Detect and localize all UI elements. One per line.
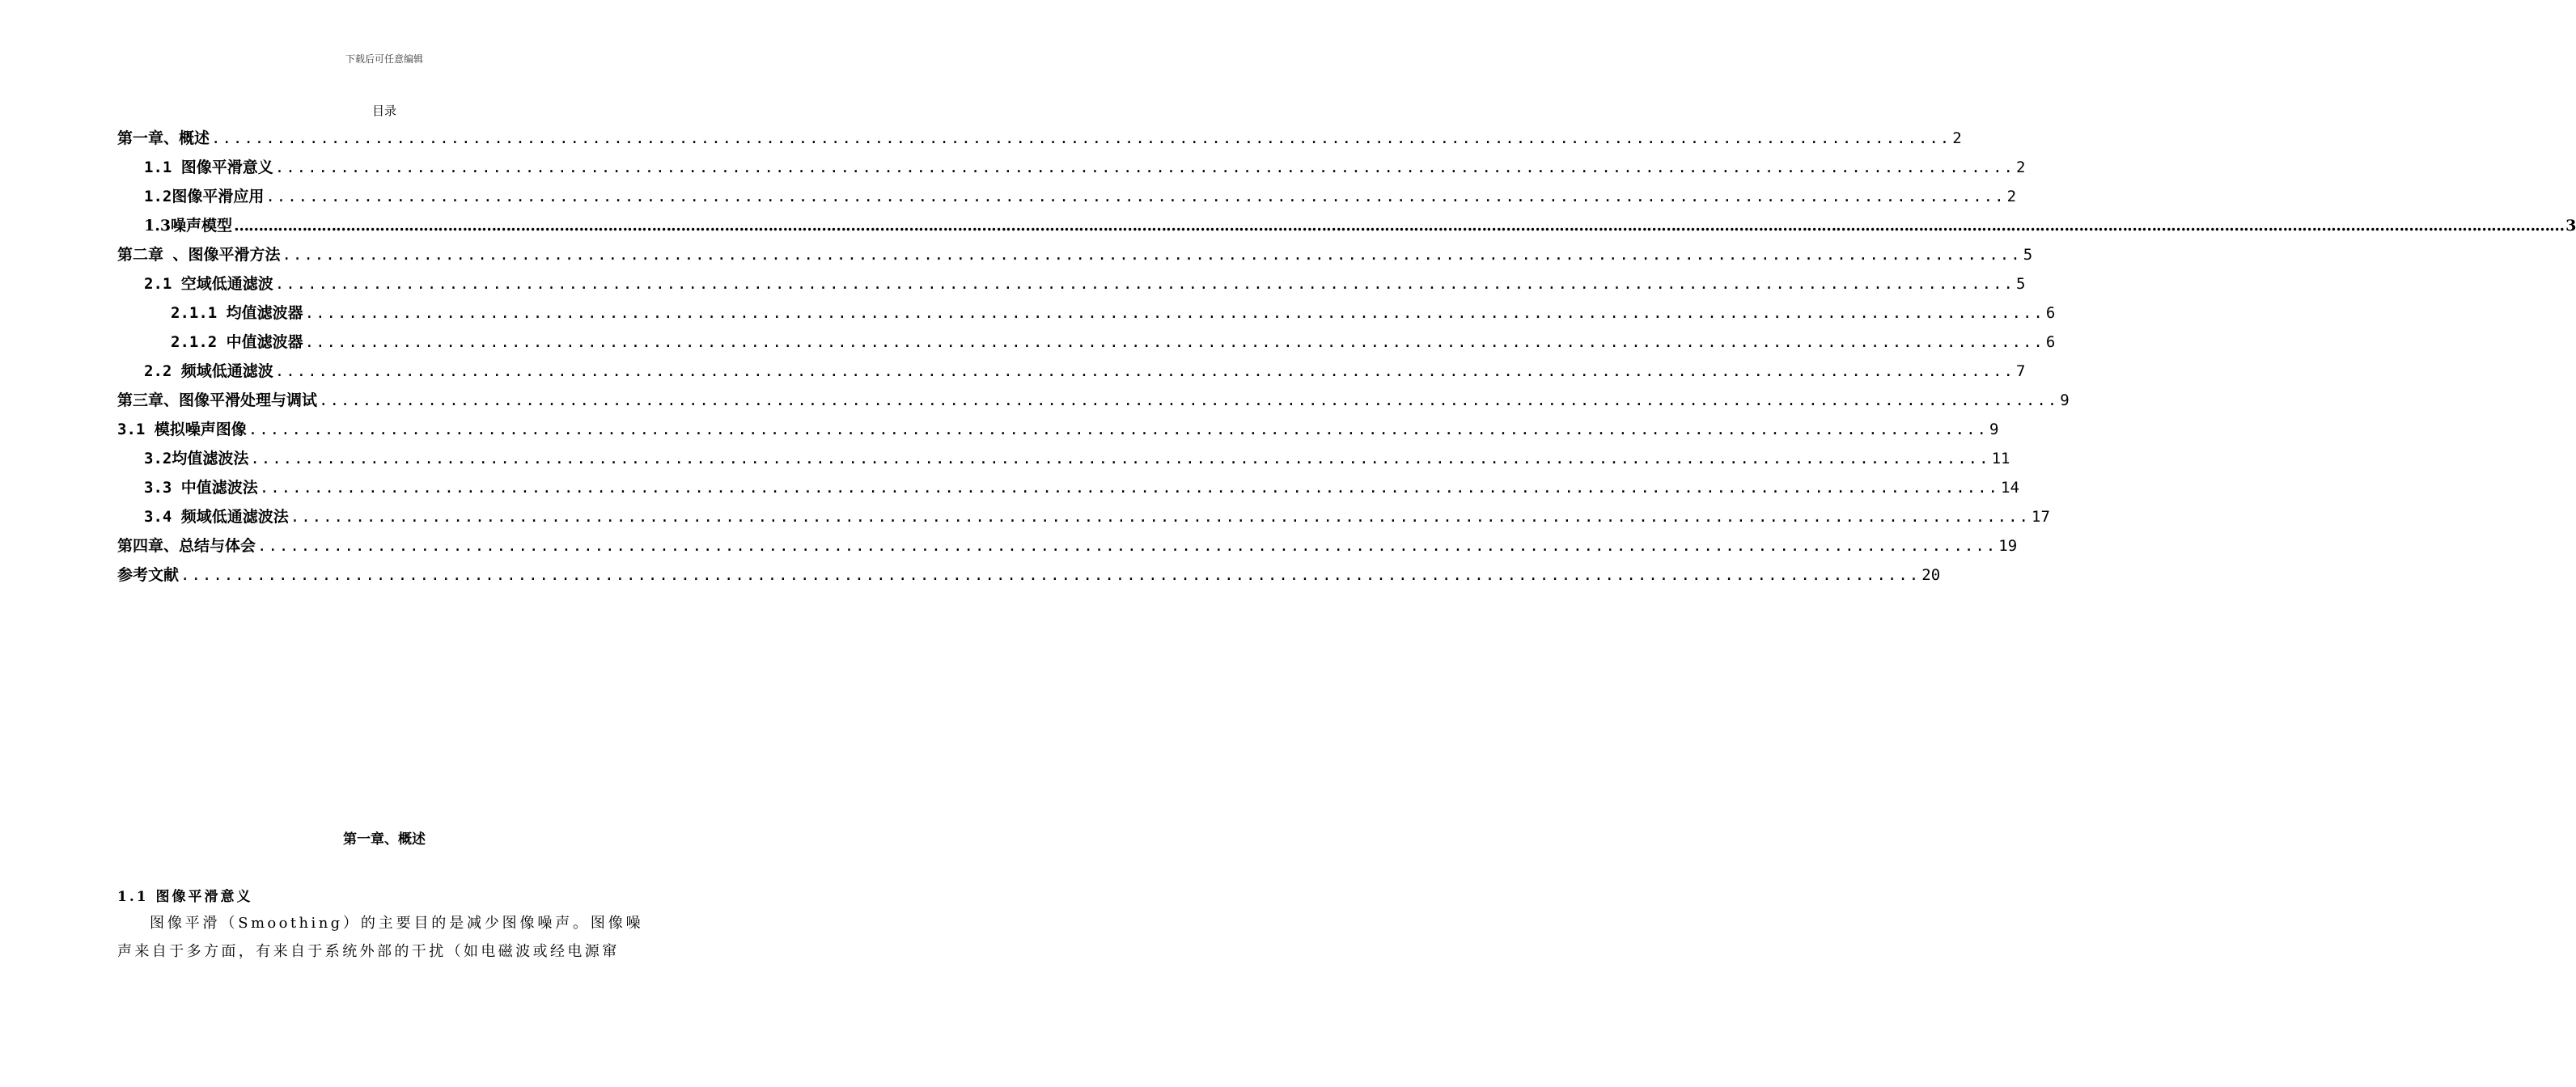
toc-item-label: 1.1 图像平滑意义: [144, 159, 273, 176]
toc-dot-leader: ................................................................................................................................................................: [265, 188, 2006, 205]
toc-item-label: 1.2图像平滑应用: [144, 188, 265, 205]
toc-item-label: 1.3噪声模型: [144, 217, 233, 235]
toc-dot-leader: ................................................................................................................................................................: [282, 246, 2022, 264]
toc-dot-leader: ................................................................................................................................................................: [250, 450, 1990, 467]
toc-item[interactable]: [117, 328, 2056, 357]
toc-item[interactable]: [117, 153, 2026, 182]
toc-item[interactable]: [117, 298, 2056, 328]
toc-dot-leader: …………………………………………………………………………………………………………………………………………………………………………………………………………………………………………………………………………………………………………………………………………………………………………………………………………………………………………: [234, 217, 2565, 235]
toc-item[interactable]: [117, 240, 2033, 269]
download-watermark: 下载后可任意编辑: [345, 53, 423, 65]
toc-item[interactable]: [117, 182, 2017, 211]
toc-item-label: 3.2均值滤波法: [144, 450, 249, 467]
toc-item-page: 3: [2565, 217, 2576, 235]
toc-item-page: 5: [2016, 275, 2026, 293]
toc-item[interactable]: [117, 124, 1962, 153]
toc-item-page: 14: [2001, 479, 2019, 497]
toc-item-label: 3.1 模拟噪声图像: [117, 421, 247, 438]
section-heading: 1.1 图像平滑意义: [117, 889, 253, 905]
chapter-heading: 第一章、概述: [343, 831, 426, 848]
toc-item-label: 2.1 空域低通滤波: [144, 275, 273, 293]
toc-item-page: 11: [1991, 450, 2010, 467]
toc-item-label: 2.1.1 均值滤波器: [171, 304, 303, 322]
toc-item[interactable]: [117, 415, 1999, 444]
toc-dot-leader: ................................................................................................................................................................: [274, 159, 2015, 176]
toc-item-label: 2.1.2 中值滤波器: [171, 333, 303, 351]
toc-item-label: 2.2 频域低通滤波: [144, 362, 273, 380]
toc-dot-leader: ................................................................................................................................................................: [290, 508, 2030, 526]
toc-item-page: 5: [2023, 246, 2033, 264]
toc-item[interactable]: [117, 444, 2010, 473]
toc-item-page: 2: [1952, 129, 1962, 147]
toc-item-label: 参考文献: [117, 566, 180, 584]
toc-item[interactable]: [117, 473, 2019, 502]
toc-item-label: 3.4 频域低通滤波法: [144, 508, 289, 526]
toc-item[interactable]: [117, 357, 2026, 386]
toc-item-page: 20: [1921, 566, 1941, 584]
toc-item-label: 3.3 中值滤波法: [144, 479, 258, 497]
toc-item-page: 9: [1989, 421, 1999, 438]
toc-dot-leader: ................................................................................................................................................................: [211, 129, 1951, 147]
body-paragraph: 图像平滑（Smoothing）的主要目的是减少图像噪声。图像噪声来自于多方面，有来自于系统外部的干扰（如电磁波或经电源窜: [117, 915, 643, 960]
toc-item[interactable]: [117, 560, 1941, 590]
toc-dot-leader: ................................................................................................................................................................: [180, 566, 1921, 584]
toc-dot-leader: ................................................................................................................................................................: [274, 275, 2015, 293]
toc-dot-leader: ................................................................................................................................................................: [274, 362, 2015, 380]
toc-item-page: 9: [2060, 391, 2070, 409]
toc-item[interactable]: [117, 386, 2070, 415]
toc-dot-leader: ................................................................................................................................................................: [304, 304, 2044, 322]
toc-item-page: 2: [2016, 159, 2026, 176]
toc-item[interactable]: [117, 269, 2026, 298]
toc-title: 目录: [371, 104, 396, 118]
toc-item-page: 2: [2006, 188, 2017, 205]
toc-dot-leader: ................................................................................................................................................................: [257, 537, 1998, 555]
table-of-contents: [117, 124, 2576, 590]
toc-item-label: 第二章 、图像平滑方法: [117, 246, 281, 264]
toc-dot-leader: ................................................................................................................................................................: [304, 333, 2044, 351]
toc-item-page: 6: [2045, 304, 2056, 322]
toc-dot-leader: ................................................................................................................................................................: [248, 421, 1988, 438]
toc-item-page: 7: [2016, 362, 2026, 380]
toc-item-label: 第一章、概述: [117, 129, 210, 147]
toc-item[interactable]: [117, 211, 2576, 240]
toc-dot-leader: ................................................................................................................................................................: [319, 391, 2059, 409]
toc-item-page: 19: [1998, 537, 2018, 555]
toc-item[interactable]: [117, 531, 2018, 560]
toc-item-page: 6: [2045, 333, 2056, 351]
toc-dot-leader: ................................................................................................................................................................: [259, 479, 1999, 497]
toc-item-page: 17: [2032, 508, 2050, 526]
toc-item-label: 第三章、图像平滑处理与调试: [117, 391, 318, 409]
toc-item[interactable]: [117, 502, 2050, 531]
toc-item-label: 第四章、总结与体会: [117, 537, 256, 555]
